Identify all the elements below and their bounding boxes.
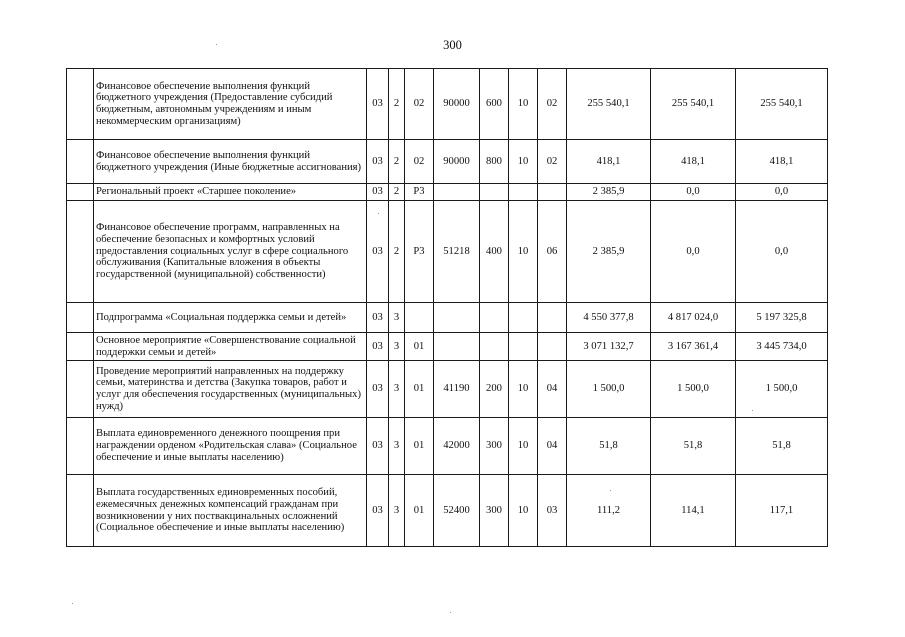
code-cell: 10: [509, 140, 538, 184]
code-cell: 10: [509, 361, 538, 418]
code-cell: [538, 184, 567, 201]
code-cell: 2: [389, 201, 405, 303]
amount-cell: 51,8: [736, 418, 828, 475]
code-cell: 03: [367, 69, 389, 140]
code-cell: 02: [405, 69, 434, 140]
code-cell: 10: [509, 201, 538, 303]
amount-cell: 2 385,9: [567, 184, 651, 201]
code-cell: Р3: [405, 184, 434, 201]
row-name: Выплата единовременного денежного поощрения при награждении орденом «Родительская слава» (Социальное обеспечение и иные выплаты населению): [94, 418, 367, 475]
amount-cell: 255 540,1: [736, 69, 828, 140]
code-cell: 2: [389, 140, 405, 184]
code-cell: 03: [367, 303, 389, 333]
amount-cell: 111,2: [567, 475, 651, 547]
scan-speck: [450, 612, 451, 613]
code-cell: [480, 333, 509, 361]
code-cell: [509, 303, 538, 333]
code-cell: [434, 184, 480, 201]
code-cell: 04: [538, 361, 567, 418]
code-cell: 03: [367, 140, 389, 184]
code-cell: 03: [367, 333, 389, 361]
code-cell: 03: [367, 201, 389, 303]
code-cell: [538, 333, 567, 361]
code-cell: 90000: [434, 140, 480, 184]
amount-cell: 0,0: [651, 184, 736, 201]
row-name: Региональный проект «Старшее поколение»: [94, 184, 367, 201]
table-row: [67, 333, 828, 361]
code-cell: 01: [405, 418, 434, 475]
amount-cell: 51,8: [651, 418, 736, 475]
code-cell: 3: [389, 418, 405, 475]
code-cell: 3: [389, 361, 405, 418]
code-cell: 01: [405, 475, 434, 547]
table-row: [67, 201, 828, 303]
code-cell: 03: [367, 418, 389, 475]
amount-cell: 0,0: [651, 201, 736, 303]
code-cell: 3: [389, 333, 405, 361]
table-row: [67, 361, 828, 418]
amount-cell: 2 385,9: [567, 201, 651, 303]
code-cell: 06: [538, 201, 567, 303]
table-row: [67, 184, 828, 201]
code-cell: 02: [405, 140, 434, 184]
budget-table: [66, 68, 828, 547]
amount-cell: 3 445 734,0: [736, 333, 828, 361]
code-cell: [509, 184, 538, 201]
code-cell: 02: [538, 140, 567, 184]
table-row: [67, 303, 828, 333]
row-name: Подпрограмма «Социальная поддержка семьи и детей»: [94, 303, 367, 333]
code-cell: [480, 303, 509, 333]
code-cell: 42000: [434, 418, 480, 475]
code-cell: [509, 333, 538, 361]
code-cell: 2: [389, 184, 405, 201]
amount-cell: 117,1: [736, 475, 828, 547]
row-name: Выплата государственных единовременных пособий, ежемесячных денежных компенсаций гражданам при возникновении у них поствакцинальных осложнений (Социальное обеспечение и иные выплаты населению): [94, 475, 367, 547]
row-name: Финансовое обеспечение программ, направленных на обеспечение безопасных и комфортных условий предоставления социальных услуг в сфере социального обслуживания (Капитальные вложения в объекты государственной (муниципальной) собственности): [94, 201, 367, 303]
amount-cell: 418,1: [567, 140, 651, 184]
code-cell: 52400: [434, 475, 480, 547]
code-cell: 10: [509, 475, 538, 547]
row-name: Основное мероприятие «Совершенствование социальной поддержки семьи и детей»: [94, 333, 367, 361]
amount-cell: 114,1: [651, 475, 736, 547]
amount-cell: 4 550 377,8: [567, 303, 651, 333]
code-cell: [434, 333, 480, 361]
code-cell: 800: [480, 140, 509, 184]
code-cell: 300: [480, 418, 509, 475]
code-cell: 3: [389, 303, 405, 333]
table-row: [67, 418, 828, 475]
code-cell: 400: [480, 201, 509, 303]
table-row: [67, 475, 828, 547]
code-cell: 300: [480, 475, 509, 547]
amount-cell: 5 197 325,8: [736, 303, 828, 333]
code-cell: 01: [405, 361, 434, 418]
code-cell: [405, 303, 434, 333]
amount-cell: 1 500,0: [567, 361, 651, 418]
code-cell: 03: [367, 184, 389, 201]
code-cell: 02: [538, 69, 567, 140]
code-cell: Р3: [405, 201, 434, 303]
amount-cell: 0,0: [736, 184, 828, 201]
scan-speck: [610, 490, 611, 491]
code-cell: 04: [538, 418, 567, 475]
amount-cell: 4 817 024,0: [651, 303, 736, 333]
code-cell: [480, 184, 509, 201]
code-cell: 41190: [434, 361, 480, 418]
code-cell: 2: [389, 69, 405, 140]
code-cell: [538, 303, 567, 333]
code-cell: 01: [405, 333, 434, 361]
amount-cell: 255 540,1: [651, 69, 736, 140]
code-cell: 600: [480, 69, 509, 140]
amount-cell: 1 500,0: [651, 361, 736, 418]
code-cell: [434, 303, 480, 333]
code-cell: 03: [367, 475, 389, 547]
code-cell: 3: [389, 475, 405, 547]
row-name: Финансовое обеспечение выполнения функций бюджетного учреждения (Иные бюджетные ассигнования): [94, 140, 367, 184]
amount-cell: 418,1: [736, 140, 828, 184]
table-row: [67, 69, 828, 140]
scan-speck: [72, 603, 73, 604]
amount-cell: 3 167 361,4: [651, 333, 736, 361]
row-name: Проведение мероприятий направленных на поддержку семьи, материнства и детства (Закупка товаров, работ и услуг для обеспечения государственных (муниципальных) нужд): [94, 361, 367, 418]
scan-speck: [752, 410, 753, 411]
amount-cell: 255 540,1: [567, 69, 651, 140]
amount-cell: 1 500,0: [736, 361, 828, 418]
code-cell: 200: [480, 361, 509, 418]
code-cell: 03: [367, 361, 389, 418]
amount-cell: 0,0: [736, 201, 828, 303]
row-name: Финансовое обеспечение выполнения функций бюджетного учреждения (Предоставление субсидий бюджетным, автономным учреждениям и иным некоммерческим организациям): [94, 69, 367, 140]
amount-cell: 418,1: [651, 140, 736, 184]
code-cell: 10: [509, 418, 538, 475]
code-cell: 90000: [434, 69, 480, 140]
code-cell: 03: [538, 475, 567, 547]
scan-speck: [378, 213, 379, 214]
scan-speck: [216, 44, 217, 45]
code-cell: 10: [509, 69, 538, 140]
amount-cell: 3 071 132,7: [567, 333, 651, 361]
table-row: [67, 140, 828, 184]
page-number: 300: [443, 38, 462, 52]
code-cell: 51218: [434, 201, 480, 303]
amount-cell: 51,8: [567, 418, 651, 475]
